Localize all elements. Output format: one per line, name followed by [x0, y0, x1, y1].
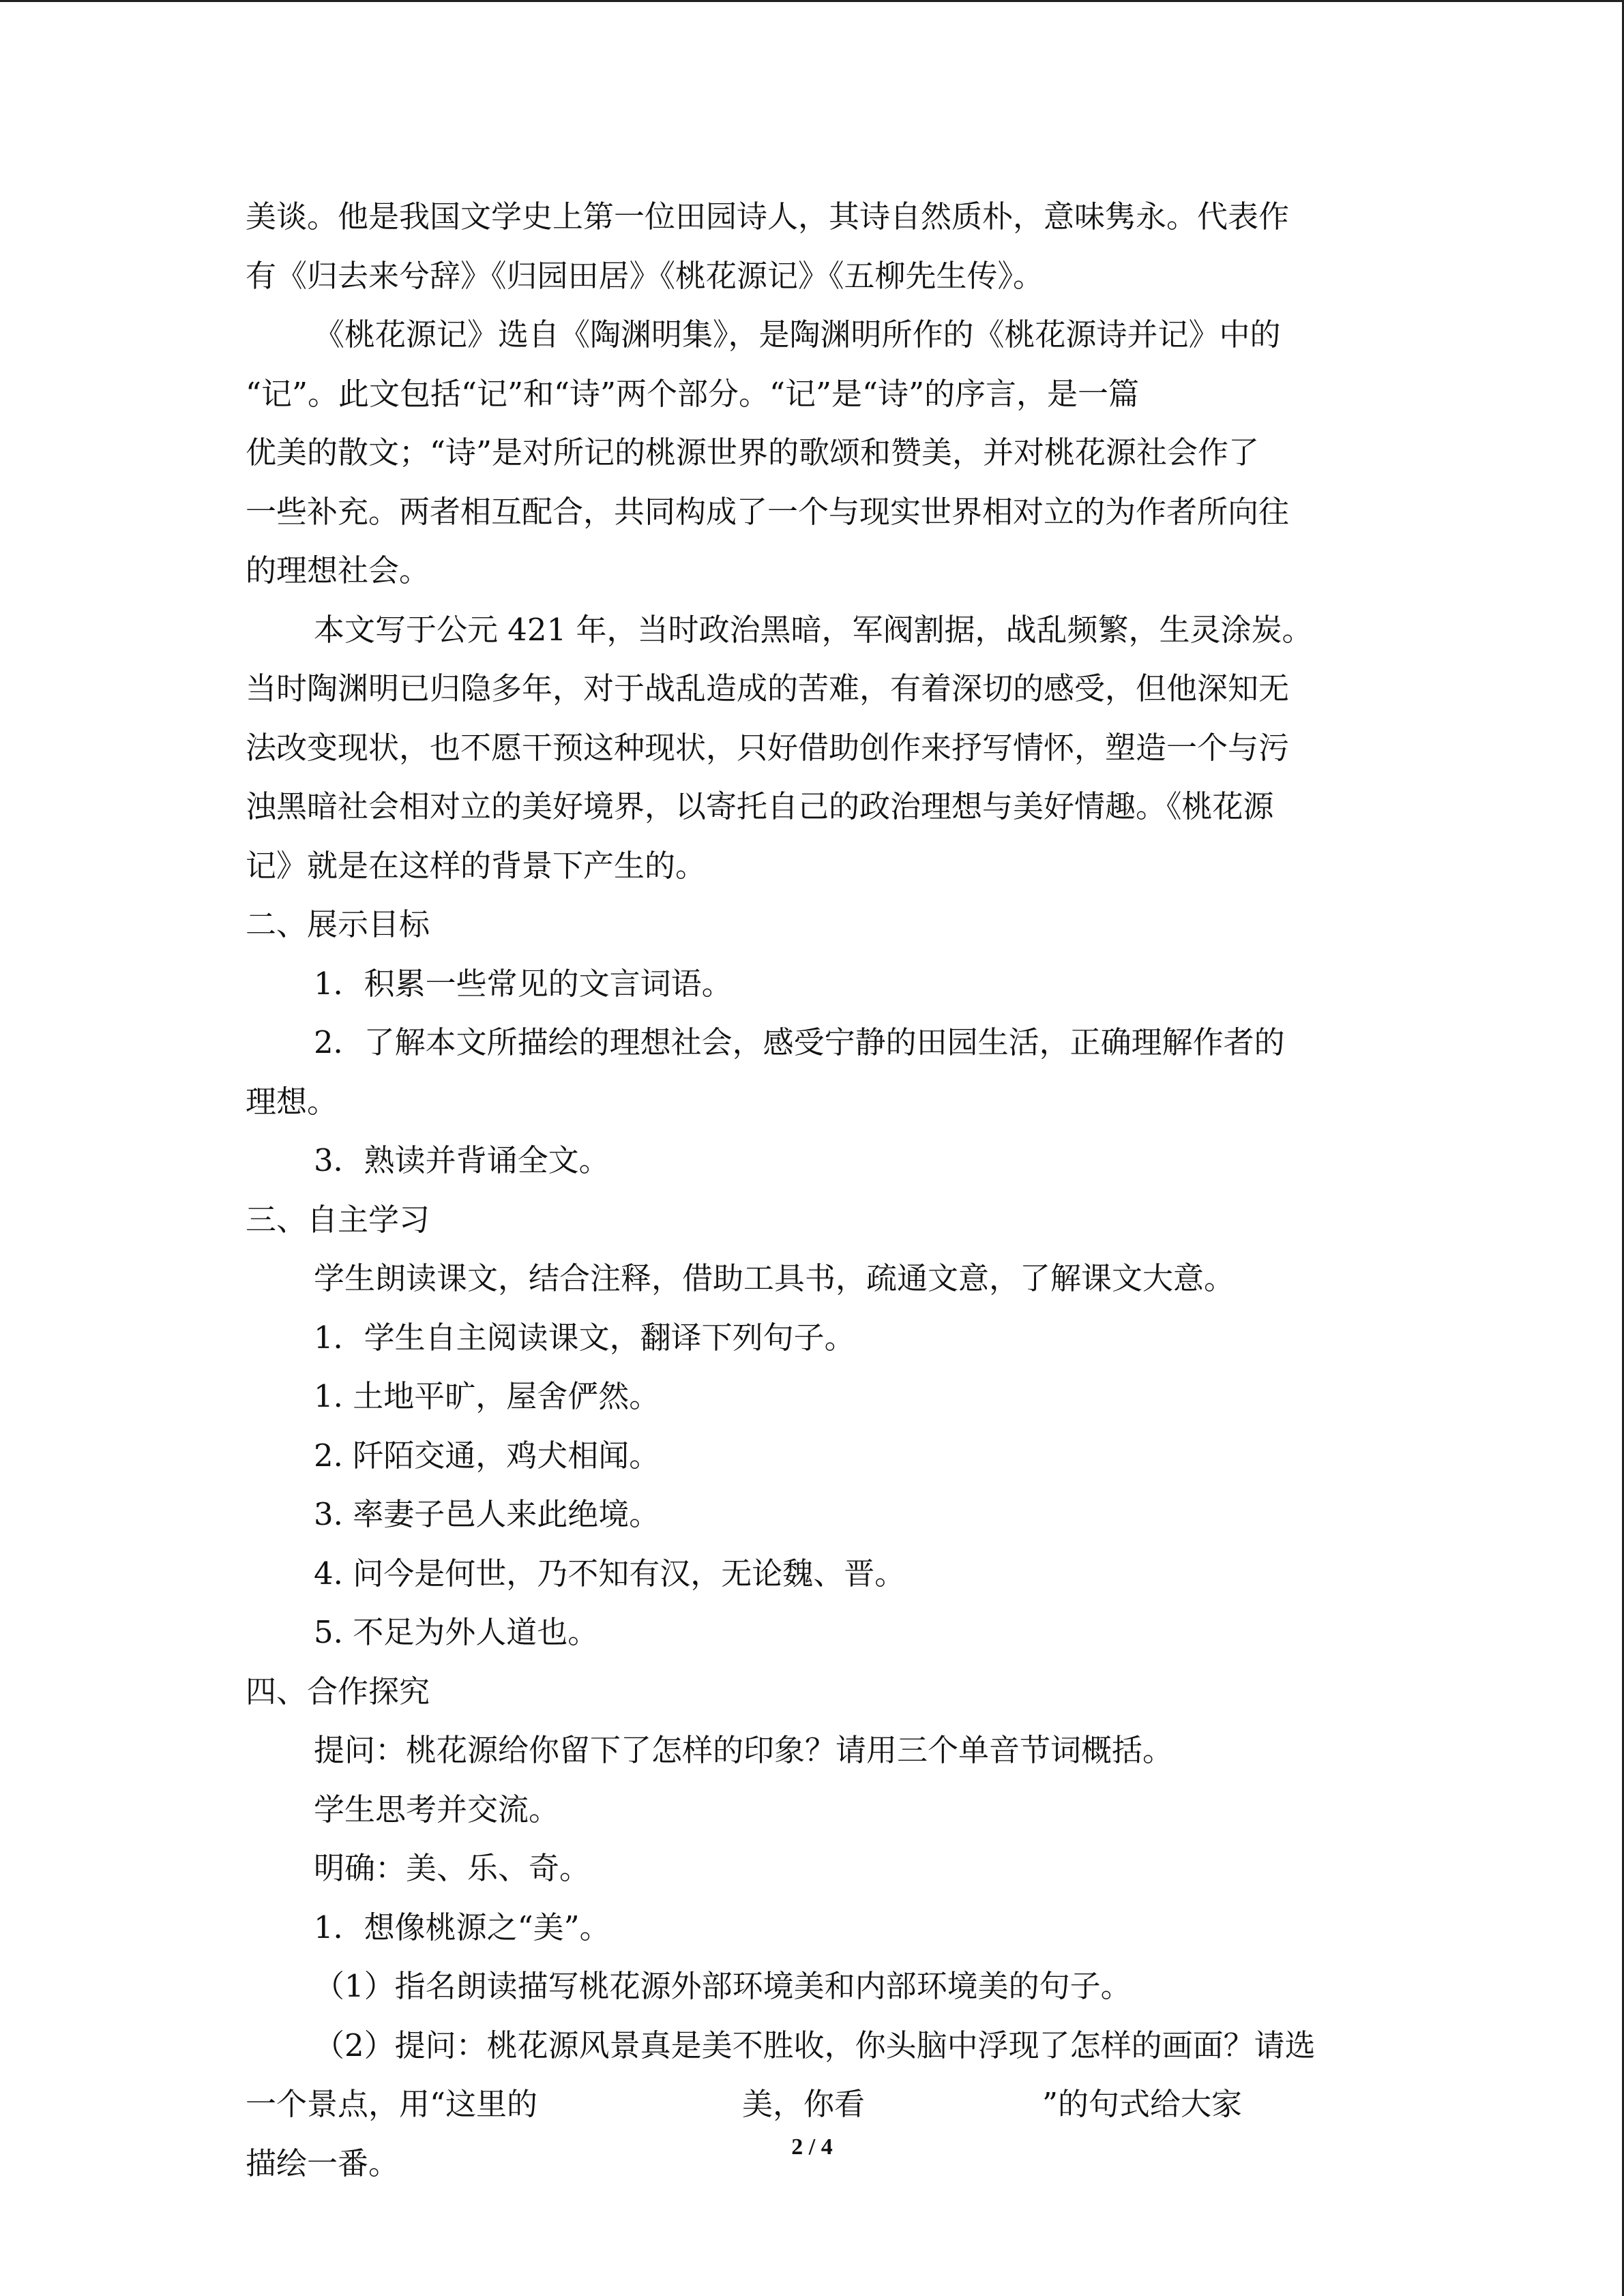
text-line: 《桃花源记》选自《陶渊明集》，是陶渊明所作的《桃花源诗并记》中的 — [314, 316, 1281, 353]
text-line: 理想。 — [246, 1083, 338, 1120]
text-line: 有《归去来兮辞》《归园田居》《桃花源记》《五柳先生传》。 — [246, 257, 1044, 294]
section-heading: 二、展示目标 — [246, 906, 430, 942]
document-body — [246, 188, 1378, 2193]
text-line: 提问：桃花源给你留下了怎样的印象？请用三个单音节词概括。 — [314, 1732, 1174, 1768]
text-line: 明确：美、乐、奇。 — [314, 1850, 591, 1886]
fill-in-line — [246, 2075, 1378, 2134]
fill-text-part1: 一个景点，用“这里的 — [246, 2086, 538, 2122]
text-line: 学生朗读课文，结合注释，借助工具书，疏通文意，了解课文大意。 — [314, 1260, 1235, 1296]
page-number: 2 / 4 — [791, 2134, 833, 2160]
fill-text-part2: 美，你看 — [742, 2086, 866, 2122]
text-line: “记”。此文包括“记”和“诗”两个部分。“记”是“诗”的序言，是一篇 — [246, 375, 1140, 412]
text-line: 描绘一番。 — [246, 2145, 400, 2181]
section-heading: 三、自主学习 — [246, 1201, 430, 1238]
text-line: 优美的散文；“诗”是对所记的桃源世界的歌颂和赞美，并对桃花源社会作了 — [246, 434, 1260, 471]
sub-item: （2）提问：桃花源风景真是美不胜收，你头脑中浮现了怎样的画面？请选 — [314, 2027, 1316, 2063]
sentence-item: 2. 阡陌交通，鸡犬相闻。 — [314, 1437, 660, 1474]
text-line: 美谈。他是我国文学史上第一位田园诗人，其诗自然质朴，意味隽永。代表作 — [246, 198, 1290, 235]
sentence-item: 3. 率妻子邑人来此绝境。 — [314, 1496, 660, 1532]
text-line: 学生思考并交流。 — [314, 1791, 560, 1828]
list-item: 1．想像桃源之“美”。 — [314, 1909, 610, 1945]
sentence-item: 5. 不足为外人道也。 — [314, 1614, 599, 1650]
text-line: 记》就是在这样的背景下产生的。 — [246, 847, 707, 884]
text-line: 浊黑暗社会相对立的美好境界，以寄托自己的政治理想与美好情趣。《桃花源 — [246, 788, 1274, 824]
section-heading: 四、合作探究 — [246, 1673, 430, 1710]
text-line: 当时陶渊明已归隐多年，对于战乱造成的苦难，有着深切的感受，但他深知无 — [246, 670, 1290, 706]
text-line: 一些补充。两者相互配合，共同构成了一个与现实世界相对立的为作者所向往 — [246, 493, 1290, 530]
list-item: 1．积累一些常见的文言词语。 — [314, 965, 733, 1002]
text-line: 法改变现状，也不愿干预这种现状，只好借助创作来抒写情怀，塑造一个与污 — [246, 729, 1290, 766]
list-item: 3．熟读并背诵全文。 — [314, 1142, 610, 1178]
sentence-item: 1. 土地平旷，屋舍俨然。 — [314, 1378, 660, 1414]
text-line: 本文写于公元 421 年，当时政治黑暗，军阀割据，战乱频繁，生灵涂炭。 — [314, 611, 1313, 648]
list-item: 2．了解本文所描绘的理想社会，感受宁静的田园生活，正确理解作者的 — [314, 1024, 1285, 1060]
fill-text-part3: ”的句式给大家 — [1042, 2086, 1243, 2122]
sub-item: （1）指名朗读描写桃花源外部环境美和内部环境美的句子。 — [314, 1968, 1132, 2004]
sentence-item: 4. 问今是何世，乃不知有汉，无论魏、晋。 — [314, 1555, 906, 1592]
page-top-border — [0, 0, 1624, 2]
text-line: 的理想社会。 — [246, 552, 430, 588]
list-item: 1．学生自主阅读课文，翻译下列句子。 — [314, 1319, 855, 1356]
